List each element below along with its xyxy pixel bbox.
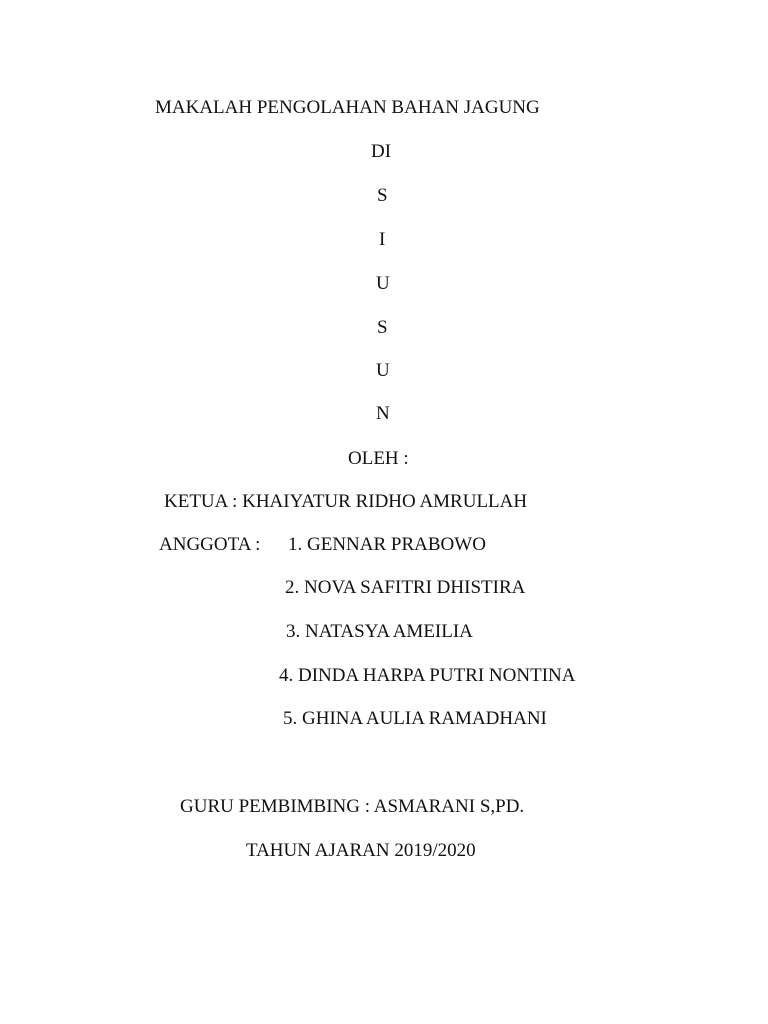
member-5: 5. GHINA AULIA RAMADHANI bbox=[283, 708, 547, 729]
anggota-label: ANGGOTA : bbox=[159, 534, 261, 555]
member-2: 2. NOVA SAFITRI DHISTIRA bbox=[285, 577, 526, 598]
document-title: MAKALAH PENGOLAHAN BAHAN JAGUNG bbox=[155, 97, 540, 118]
member-4: 4. DINDA HARPA PUTRI NONTINA bbox=[279, 665, 576, 686]
vertical-letter-s: S bbox=[377, 185, 388, 206]
vertical-letter-u-2: U bbox=[376, 360, 390, 381]
vertical-word-line-di: DI bbox=[371, 141, 392, 162]
vertical-letter-i: I bbox=[379, 229, 386, 250]
oleh-label: OLEH : bbox=[348, 448, 409, 469]
vertical-letter-u: U bbox=[376, 273, 390, 294]
guru-pembimbing-line: GURU PEMBIMBING : ASMARANI S,PD. bbox=[180, 796, 525, 817]
member-1: 1. GENNAR PRABOWO bbox=[288, 534, 486, 555]
tahun-ajaran-line: TAHUN AJARAN 2019/2020 bbox=[246, 840, 476, 861]
ketua-line: KETUA : KHAIYATUR RIDHO AMRULLAH bbox=[164, 491, 528, 512]
vertical-letter-s-2: S bbox=[377, 317, 388, 338]
vertical-letter-n: N bbox=[376, 403, 390, 424]
member-3: 3. NATASYA AMEILIA bbox=[286, 621, 473, 642]
